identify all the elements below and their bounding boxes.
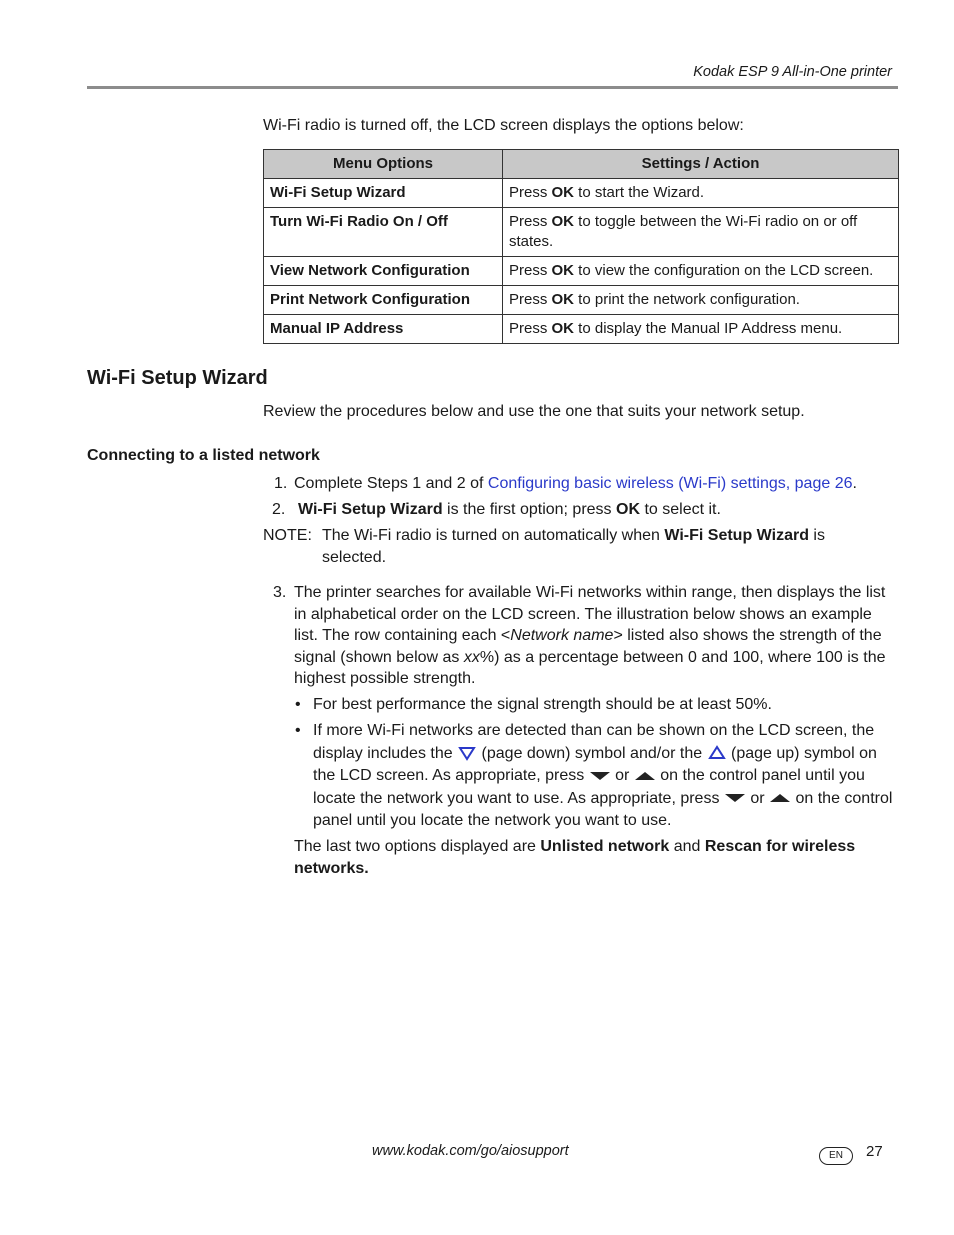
menu-options-table — [263, 149, 899, 344]
page-number: 27 — [866, 1143, 883, 1160]
table-row — [264, 286, 899, 315]
step-2-number: 2. — [272, 501, 286, 518]
menu-option: Turn Wi-Fi Radio On / Off — [264, 208, 503, 257]
step-2-text: Wi-Fi Setup Wizard is the first option; press OK to select it. — [298, 501, 721, 518]
intro-text: Wi-Fi radio is turned off, the LCD screen displays the options below: — [263, 117, 744, 134]
menu-action: Press OK to view the configuration on the LCD screen. — [503, 257, 899, 286]
step-3-text: The printer searches for available Wi-Fi networks within range, then displays the list in alphabetical order on the LCD screen. The illustration below shows an example list. The row containing each <Network name> listed also shows the strength of the signal (shown below as xx%) as a percentage between 0 and 100, where 100 is the highest possible strength. — [294, 584, 886, 687]
note-label: NOTE: — [263, 527, 312, 544]
step-3-number: 3. — [273, 584, 287, 601]
column-header: Menu Options — [264, 150, 503, 179]
menu-action: Press OK to toggle between the Wi-Fi radio on or off states. — [503, 208, 899, 257]
bullet-dot: • — [295, 722, 301, 739]
menu-action: Press OK to display the Manual IP Address menu. — [503, 315, 899, 344]
step-1-text: Complete Steps 1 and 2 of Configuring basic wireless (Wi-Fi) settings, page 26. — [294, 475, 857, 492]
menu-option: Print Network Configuration — [264, 286, 503, 315]
last-options-text: The last two options displayed are Unlisted network and Rescan for wireless networks. — [294, 838, 856, 877]
note-text: The Wi-Fi radio is turned on automatically when Wi-Fi Setup Wizard is selected. — [322, 527, 825, 566]
menu-option: Manual IP Address — [264, 315, 503, 344]
footer-url[interactable]: www.kodak.com/go/aiosupport — [372, 1143, 569, 1159]
bullet-2-text: If more Wi-Fi networks are detected than can be shown on the LCD screen, the display includes the (page down) symbol and/or the (page up) symbol on the LCD screen. As appropriate, press or on the control panel until you locate the network you want to use. As appropriate, press or on the control panel until you locate the network you want to use. — [313, 722, 893, 829]
bullet-1-text: For best performance the signal strength should be at least 50%. — [313, 696, 772, 713]
bullet-dot: • — [295, 696, 301, 713]
configuring-wifi-link[interactable]: Configuring basic wireless (Wi-Fi) settings, page 26 — [487, 475, 853, 492]
section-intro: Review the procedures below and use the one that suits your network setup. — [263, 403, 805, 420]
up-arrow-button-icon — [769, 791, 791, 805]
header-rule — [87, 86, 898, 89]
menu-action: Press OK to print the network configuration. — [503, 286, 899, 315]
menu-action: Press OK to start the Wizard. — [503, 179, 899, 208]
menu-option: Wi-Fi Setup Wizard — [264, 179, 503, 208]
step-1-number: 1. — [274, 475, 288, 492]
up-arrow-button-icon — [634, 769, 656, 783]
down-arrow-button-icon — [724, 791, 746, 805]
menu-option: View Network Configuration — [264, 257, 503, 286]
table-row — [264, 208, 899, 257]
section-heading: Wi-Fi Setup Wizard — [87, 367, 268, 389]
table-row — [264, 179, 899, 208]
table-row — [264, 315, 899, 344]
down-arrow-button-icon — [589, 769, 611, 783]
table-row — [264, 257, 899, 286]
table-header-row — [264, 150, 899, 179]
subsection-heading: Connecting to a listed network — [87, 447, 320, 464]
header-title: Kodak ESP 9 All-in-One printer — [693, 64, 892, 80]
page-down-outline-icon — [457, 745, 477, 761]
language-badge: EN — [819, 1147, 853, 1165]
page-up-outline-icon — [707, 745, 727, 761]
column-header: Settings / Action — [503, 150, 899, 179]
